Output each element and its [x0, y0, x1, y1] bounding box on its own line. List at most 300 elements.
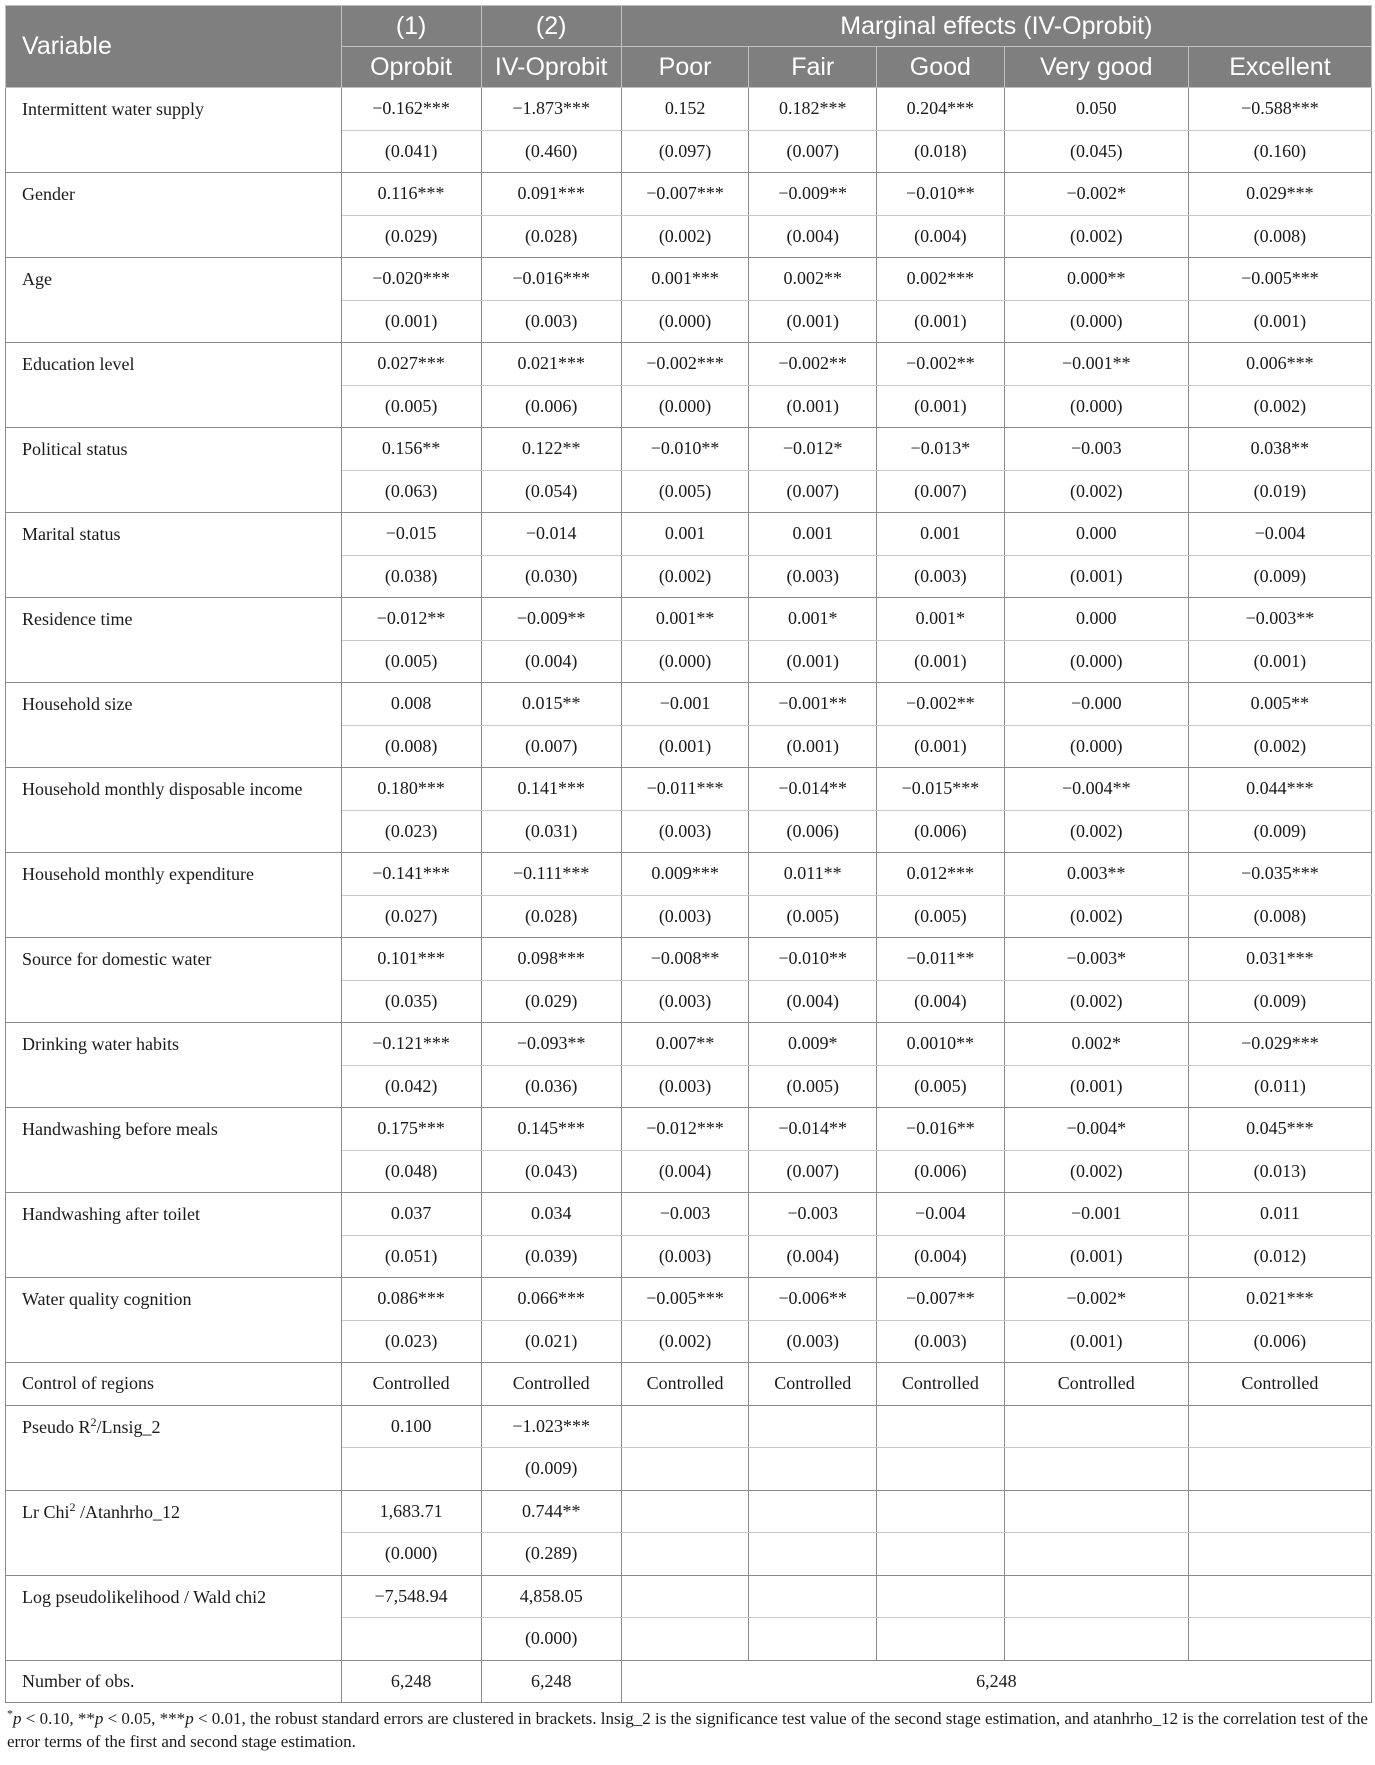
standard-error-cell: (0.008) [1188, 895, 1371, 938]
footnote-p: p [185, 1709, 194, 1728]
control-row [6, 1363, 1372, 1406]
stat-name-text: /Lnsig_2 [96, 1416, 161, 1437]
coefficient-cell: −0.001** [749, 683, 877, 726]
standard-error-cell: (0.001) [877, 725, 1005, 768]
coefficient-cell: −0.013* [877, 428, 1005, 471]
stat-row [6, 1405, 1372, 1448]
stat-row [6, 1490, 1372, 1533]
standard-error-cell: (0.001) [877, 385, 1005, 428]
stat-name-superscript: 2 [90, 1414, 97, 1429]
stat-name-text: Lr Chi [22, 1501, 70, 1522]
control-cell: Controlled [481, 1363, 621, 1406]
coefficient-cell: 0.027*** [341, 343, 481, 386]
standard-error-cell: (0.030) [481, 555, 621, 598]
coefficient-cell: −0.002** [877, 343, 1005, 386]
coefficient-cell: −0.004 [1188, 513, 1371, 556]
coefficient-cell: 0.122** [481, 428, 621, 471]
empty-cell [621, 1448, 749, 1491]
empty-cell [621, 1575, 749, 1618]
footnote-sig-marker: * [7, 1706, 13, 1721]
coefficient-cell: −0.004 [877, 1193, 1005, 1236]
footnote-text: < 0.01, the robust standard errors are clustered in brackets. lnsig_2 is the significance test value of the second stage estimation, and atanhrho_12 is the correlation test of the error terms of the first and second stage estimation. [7, 1709, 1368, 1751]
standard-error-cell: (0.004) [877, 215, 1005, 258]
table-footnote [5, 1707, 1374, 1753]
coefficient-cell: −0.588*** [1188, 88, 1371, 131]
empty-cell [1188, 1405, 1371, 1448]
coefficient-cell: 0.011 [1188, 1193, 1371, 1236]
coefficient-cell: 0.021*** [481, 343, 621, 386]
standard-error-cell: (0.002) [1004, 1150, 1188, 1193]
stat-name-superscript: 2 [69, 1499, 76, 1514]
standard-error-cell: (0.038) [341, 555, 481, 598]
coefficient-cell: 0.001*** [621, 258, 749, 301]
standard-error-cell: (0.011) [1188, 1065, 1371, 1108]
coefficient-cell: −0.002** [877, 683, 1005, 726]
coefficient-cell: −0.014** [749, 768, 877, 811]
standard-error-cell: (0.004) [877, 1235, 1005, 1278]
standard-error-cell: (0.000) [621, 385, 749, 428]
coefficient-cell: 0.037 [341, 1193, 481, 1236]
standard-error-cell: (0.006) [877, 810, 1005, 853]
coefficient-cell: −0.004* [1004, 1108, 1188, 1151]
stat-value-cell: 0.100 [341, 1405, 481, 1448]
standard-error-cell: (0.000) [621, 300, 749, 343]
standard-error-cell: (0.002) [1004, 810, 1188, 853]
coefficient-cell: −0.011*** [621, 768, 749, 811]
standard-error-cell: (0.001) [749, 300, 877, 343]
control-cell: Controlled [877, 1363, 1005, 1406]
standard-error-cell: (0.003) [749, 555, 877, 598]
coefficient-cell: −1.873*** [481, 88, 621, 131]
coefficient-cell: −0.014** [749, 1108, 877, 1151]
standard-error-cell: (0.006) [749, 810, 877, 853]
standard-error-cell: (0.001) [621, 725, 749, 768]
coefficient-cell: −0.001** [1004, 343, 1188, 386]
stat-name [6, 1575, 342, 1660]
empty-cell [621, 1618, 749, 1661]
standard-error-cell: (0.012) [1188, 1235, 1371, 1278]
standard-error-cell: (0.005) [341, 640, 481, 683]
coefficient-cell: 0.152 [621, 88, 749, 131]
standard-error-cell: (0.460) [481, 130, 621, 173]
stat-name-text: /Atanhrho_12 [75, 1501, 180, 1522]
empty-cell [621, 1490, 749, 1533]
standard-error-cell: (0.007) [481, 725, 621, 768]
nobs-cell: 6,248 [621, 1660, 1371, 1703]
standard-error-cell: (0.001) [1004, 1320, 1188, 1363]
coefficient-cell: 0.034 [481, 1193, 621, 1236]
variable-name: Residence time [6, 598, 342, 683]
coefficient-cell: −0.035*** [1188, 853, 1371, 896]
standard-error-cell: (0.031) [481, 810, 621, 853]
empty-cell [1004, 1533, 1188, 1576]
standard-error-cell: (0.097) [621, 130, 749, 173]
coefficient-cell: 0.001 [621, 513, 749, 556]
empty-cell [1004, 1448, 1188, 1491]
standard-error-cell: (0.007) [749, 1150, 877, 1193]
header-col1-number: (1) [341, 6, 481, 47]
coefficient-cell: −0.007** [877, 1278, 1005, 1321]
empty-cell [749, 1448, 877, 1491]
standard-error-cell: (0.002) [1188, 725, 1371, 768]
empty-cell [1004, 1405, 1188, 1448]
table-row [6, 853, 1372, 896]
standard-error-cell: (0.007) [749, 470, 877, 513]
stat-se-cell [341, 1448, 481, 1491]
header-col2-number: (2) [481, 6, 621, 47]
nobs-row [6, 1660, 1372, 1703]
standard-error-cell: (0.003) [621, 810, 749, 853]
coefficient-cell: −0.001 [1004, 1193, 1188, 1236]
empty-cell [749, 1533, 877, 1576]
standard-error-cell: (0.001) [1004, 1235, 1188, 1278]
coefficient-cell: 0.066*** [481, 1278, 621, 1321]
coefficient-cell: 0.101*** [341, 938, 481, 981]
standard-error-cell: (0.001) [1188, 300, 1371, 343]
table-row [6, 1108, 1372, 1151]
header-marginal-effects: Marginal effects (IV-Oprobit) [621, 6, 1371, 47]
empty-cell [621, 1405, 749, 1448]
standard-error-cell: (0.005) [621, 470, 749, 513]
coefficient-cell: 0.012*** [877, 853, 1005, 896]
header-poor: Poor [621, 47, 749, 88]
coefficient-cell: 0.0010** [877, 1023, 1005, 1066]
standard-error-cell: (0.005) [341, 385, 481, 428]
coefficient-cell: −0.001 [621, 683, 749, 726]
standard-error-cell: (0.029) [341, 215, 481, 258]
variable-name: Household monthly disposable income [6, 768, 342, 853]
empty-cell [1188, 1575, 1371, 1618]
coefficient-cell: −0.014 [481, 513, 621, 556]
standard-error-cell: (0.021) [481, 1320, 621, 1363]
stat-value-cell: −7,548.94 [341, 1575, 481, 1618]
coefficient-cell: −0.006** [749, 1278, 877, 1321]
results-table-container [5, 5, 1372, 1753]
table-row [6, 1193, 1372, 1236]
stat-se-cell [341, 1618, 481, 1661]
footnote-p: p [13, 1709, 22, 1728]
standard-error-cell: (0.019) [1188, 470, 1371, 513]
empty-cell [877, 1533, 1005, 1576]
stat-value-cell: 4,858.05 [481, 1575, 621, 1618]
standard-error-cell: (0.002) [621, 1320, 749, 1363]
coefficient-cell: −0.121*** [341, 1023, 481, 1066]
coefficient-cell: −0.029*** [1188, 1023, 1371, 1066]
coefficient-cell: 0.086*** [341, 1278, 481, 1321]
coefficient-cell: −0.016** [877, 1108, 1005, 1151]
coefficient-cell: 0.001 [749, 513, 877, 556]
coefficient-cell: −0.012** [341, 598, 481, 641]
variable-name: Control of regions [6, 1363, 342, 1406]
standard-error-cell: (0.063) [341, 470, 481, 513]
standard-error-cell: (0.003) [749, 1320, 877, 1363]
coefficient-cell: 0.038** [1188, 428, 1371, 471]
standard-error-cell: (0.007) [749, 130, 877, 173]
empty-cell [621, 1533, 749, 1576]
coefficient-cell: 0.015** [481, 683, 621, 726]
standard-error-cell: (0.023) [341, 1320, 481, 1363]
coefficient-cell: −0.007*** [621, 173, 749, 216]
empty-cell [1004, 1575, 1188, 1618]
coefficient-cell: 0.204*** [877, 88, 1005, 131]
table-row [6, 768, 1372, 811]
empty-cell [1004, 1618, 1188, 1661]
standard-error-cell: (0.028) [481, 215, 621, 258]
coefficient-cell: 0.011** [749, 853, 877, 896]
standard-error-cell: (0.005) [749, 895, 877, 938]
table-row [6, 513, 1372, 556]
stat-row [6, 1575, 1372, 1618]
header-very-good: Very good [1004, 47, 1188, 88]
standard-error-cell: (0.001) [877, 640, 1005, 683]
empty-cell [749, 1490, 877, 1533]
standard-error-cell: (0.001) [877, 300, 1005, 343]
standard-error-cell: (0.003) [621, 1065, 749, 1108]
stat-name-text: Pseudo R [22, 1416, 91, 1437]
coefficient-cell: −0.016*** [481, 258, 621, 301]
standard-error-cell: (0.003) [621, 980, 749, 1023]
standard-error-cell: (0.005) [877, 1065, 1005, 1108]
coefficient-cell: 0.091*** [481, 173, 621, 216]
coefficient-cell: 0.007** [621, 1023, 749, 1066]
coefficient-cell: −0.005*** [1188, 258, 1371, 301]
stat-name [6, 1405, 342, 1490]
standard-error-cell: (0.006) [1188, 1320, 1371, 1363]
coefficient-cell: −0.003 [749, 1193, 877, 1236]
coefficient-cell: −0.004** [1004, 768, 1188, 811]
standard-error-cell: (0.013) [1188, 1150, 1371, 1193]
table-body [6, 88, 1372, 1703]
standard-error-cell: (0.003) [481, 300, 621, 343]
standard-error-cell: (0.002) [1004, 215, 1188, 258]
variable-name: Gender [6, 173, 342, 258]
header-row-top [6, 6, 1372, 47]
standard-error-cell: (0.002) [621, 555, 749, 598]
standard-error-cell: (0.029) [481, 980, 621, 1023]
stat-se-cell: (0.009) [481, 1448, 621, 1491]
regression-results-table [5, 5, 1372, 1703]
standard-error-cell: (0.048) [341, 1150, 481, 1193]
empty-cell [1188, 1448, 1371, 1491]
standard-error-cell: (0.004) [481, 640, 621, 683]
coefficient-cell: −0.000 [1004, 683, 1188, 726]
coefficient-cell: −0.015 [341, 513, 481, 556]
coefficient-cell: −0.010** [621, 428, 749, 471]
variable-name: Political status [6, 428, 342, 513]
coefficient-cell: −0.012* [749, 428, 877, 471]
coefficient-cell: −0.002** [749, 343, 877, 386]
coefficient-cell: 0.044*** [1188, 768, 1371, 811]
empty-cell [1188, 1533, 1371, 1576]
table-row [6, 173, 1372, 216]
coefficient-cell: 0.008 [341, 683, 481, 726]
standard-error-cell: (0.009) [1188, 810, 1371, 853]
standard-error-cell: (0.054) [481, 470, 621, 513]
standard-error-cell: (0.002) [1188, 385, 1371, 428]
standard-error-cell: (0.001) [749, 725, 877, 768]
table-row [6, 1023, 1372, 1066]
empty-cell [1004, 1490, 1188, 1533]
footnote-text: < 0.10, ** [21, 1709, 95, 1728]
coefficient-cell: 0.182*** [749, 88, 877, 131]
coefficient-cell: 0.001* [877, 598, 1005, 641]
standard-error-cell: (0.001) [1004, 1065, 1188, 1108]
nobs-cell: 6,248 [341, 1660, 481, 1703]
coefficient-cell: −0.111*** [481, 853, 621, 896]
table-row [6, 598, 1372, 641]
variable-name: Marital status [6, 513, 342, 598]
coefficient-cell: −0.008** [621, 938, 749, 981]
coefficient-cell: 0.141*** [481, 768, 621, 811]
coefficient-cell: 0.006*** [1188, 343, 1371, 386]
stat-se-cell: (0.289) [481, 1533, 621, 1576]
coefficient-cell: −0.002* [1004, 1278, 1188, 1321]
coefficient-cell: −0.012*** [621, 1108, 749, 1151]
standard-error-cell: (0.005) [749, 1065, 877, 1108]
coefficient-cell: 0.145*** [481, 1108, 621, 1151]
standard-error-cell: (0.027) [341, 895, 481, 938]
variable-name: Water quality cognition [6, 1278, 342, 1363]
header-excellent: Excellent [1188, 47, 1371, 88]
header-iv-oprobit: IV-Oprobit [481, 47, 621, 88]
header-good: Good [877, 47, 1005, 88]
standard-error-cell: (0.035) [341, 980, 481, 1023]
standard-error-cell: (0.000) [1004, 300, 1188, 343]
table-row [6, 343, 1372, 386]
table-row [6, 258, 1372, 301]
empty-cell [877, 1405, 1005, 1448]
header-fair: Fair [749, 47, 877, 88]
coefficient-cell: 0.156** [341, 428, 481, 471]
empty-cell [877, 1618, 1005, 1661]
variable-name: Intermittent water supply [6, 88, 342, 173]
standard-error-cell: (0.007) [877, 470, 1005, 513]
standard-error-cell: (0.009) [1188, 980, 1371, 1023]
coefficient-cell: 0.001* [749, 598, 877, 641]
stat-name [6, 1490, 342, 1575]
standard-error-cell: (0.004) [877, 980, 1005, 1023]
stat-value-cell: 0.744** [481, 1490, 621, 1533]
variable-name: Education level [6, 343, 342, 428]
coefficient-cell: 0.050 [1004, 88, 1188, 131]
standard-error-cell: (0.042) [341, 1065, 481, 1108]
coefficient-cell: −0.005*** [621, 1278, 749, 1321]
table-row [6, 938, 1372, 981]
empty-cell [877, 1448, 1005, 1491]
coefficient-cell: 0.021*** [1188, 1278, 1371, 1321]
standard-error-cell: (0.005) [877, 895, 1005, 938]
coefficient-cell: 0.009* [749, 1023, 877, 1066]
standard-error-cell: (0.000) [1004, 640, 1188, 683]
coefficient-cell: 0.000 [1004, 598, 1188, 641]
header-oprobit: Oprobit [341, 47, 481, 88]
coefficient-cell: −0.003 [1004, 428, 1188, 471]
coefficient-cell: −0.093** [481, 1023, 621, 1066]
empty-cell [749, 1575, 877, 1618]
standard-error-cell: (0.004) [749, 215, 877, 258]
standard-error-cell: (0.008) [341, 725, 481, 768]
standard-error-cell: (0.001) [749, 385, 877, 428]
variable-name: Handwashing after toilet [6, 1193, 342, 1278]
standard-error-cell: (0.041) [341, 130, 481, 173]
control-cell: Controlled [621, 1363, 749, 1406]
control-cell: Controlled [1004, 1363, 1188, 1406]
coefficient-cell: −0.002* [1004, 173, 1188, 216]
table-row [6, 683, 1372, 726]
stat-se-cell: (0.000) [481, 1618, 621, 1661]
variable-name: Household monthly expenditure [6, 853, 342, 938]
standard-error-cell: (0.043) [481, 1150, 621, 1193]
coefficient-cell: −0.002*** [621, 343, 749, 386]
standard-error-cell: (0.000) [1004, 725, 1188, 768]
control-cell: Controlled [341, 1363, 481, 1406]
empty-cell [877, 1575, 1005, 1618]
header-variable: Variable [6, 6, 342, 88]
standard-error-cell: (0.002) [621, 215, 749, 258]
coefficient-cell: 0.029*** [1188, 173, 1371, 216]
empty-cell [1188, 1618, 1371, 1661]
coefficient-cell: 0.000 [1004, 513, 1188, 556]
standard-error-cell: (0.002) [1004, 895, 1188, 938]
standard-error-cell: (0.160) [1188, 130, 1371, 173]
coefficient-cell: 0.002* [1004, 1023, 1188, 1066]
footnote-p: p [94, 1709, 104, 1728]
coefficient-cell: 0.045*** [1188, 1108, 1371, 1151]
standard-error-cell: (0.003) [621, 1235, 749, 1278]
variable-name: Drinking water habits [6, 1023, 342, 1108]
coefficient-cell: −0.011** [877, 938, 1005, 981]
coefficient-cell: 0.098*** [481, 938, 621, 981]
coefficient-cell: −0.009** [749, 173, 877, 216]
standard-error-cell: (0.004) [621, 1150, 749, 1193]
empty-cell [877, 1490, 1005, 1533]
standard-error-cell: (0.001) [1004, 555, 1188, 598]
variable-name: Number of obs. [6, 1660, 342, 1703]
variable-name: Household size [6, 683, 342, 768]
empty-cell [749, 1405, 877, 1448]
standard-error-cell: (0.001) [341, 300, 481, 343]
variable-name: Handwashing before meals [6, 1108, 342, 1193]
empty-cell [749, 1618, 877, 1661]
standard-error-cell: (0.006) [877, 1150, 1005, 1193]
coefficient-cell: 0.001 [877, 513, 1005, 556]
coefficient-cell: 0.002** [749, 258, 877, 301]
standard-error-cell: (0.000) [621, 640, 749, 683]
table-row [6, 428, 1372, 471]
coefficient-cell: 0.031*** [1188, 938, 1371, 981]
coefficient-cell: 0.003** [1004, 853, 1188, 896]
standard-error-cell: (0.000) [1004, 385, 1188, 428]
coefficient-cell: −0.010** [749, 938, 877, 981]
standard-error-cell: (0.004) [749, 1235, 877, 1278]
control-cell: Controlled [1188, 1363, 1371, 1406]
standard-error-cell: (0.006) [481, 385, 621, 428]
nobs-cell: 6,248 [481, 1660, 621, 1703]
standard-error-cell: (0.051) [341, 1235, 481, 1278]
stat-value-cell: −1.023*** [481, 1405, 621, 1448]
coefficient-cell: 0.001** [621, 598, 749, 641]
coefficient-cell: 0.005** [1188, 683, 1371, 726]
coefficient-cell: −0.009** [481, 598, 621, 641]
coefficient-cell: −0.015*** [877, 768, 1005, 811]
control-cell: Controlled [749, 1363, 877, 1406]
standard-error-cell: (0.002) [1004, 470, 1188, 513]
stat-se-cell: (0.000) [341, 1533, 481, 1576]
standard-error-cell: (0.003) [877, 555, 1005, 598]
coefficient-cell: 0.002*** [877, 258, 1005, 301]
table-header [6, 6, 1372, 88]
coefficient-cell: −0.003 [621, 1193, 749, 1236]
